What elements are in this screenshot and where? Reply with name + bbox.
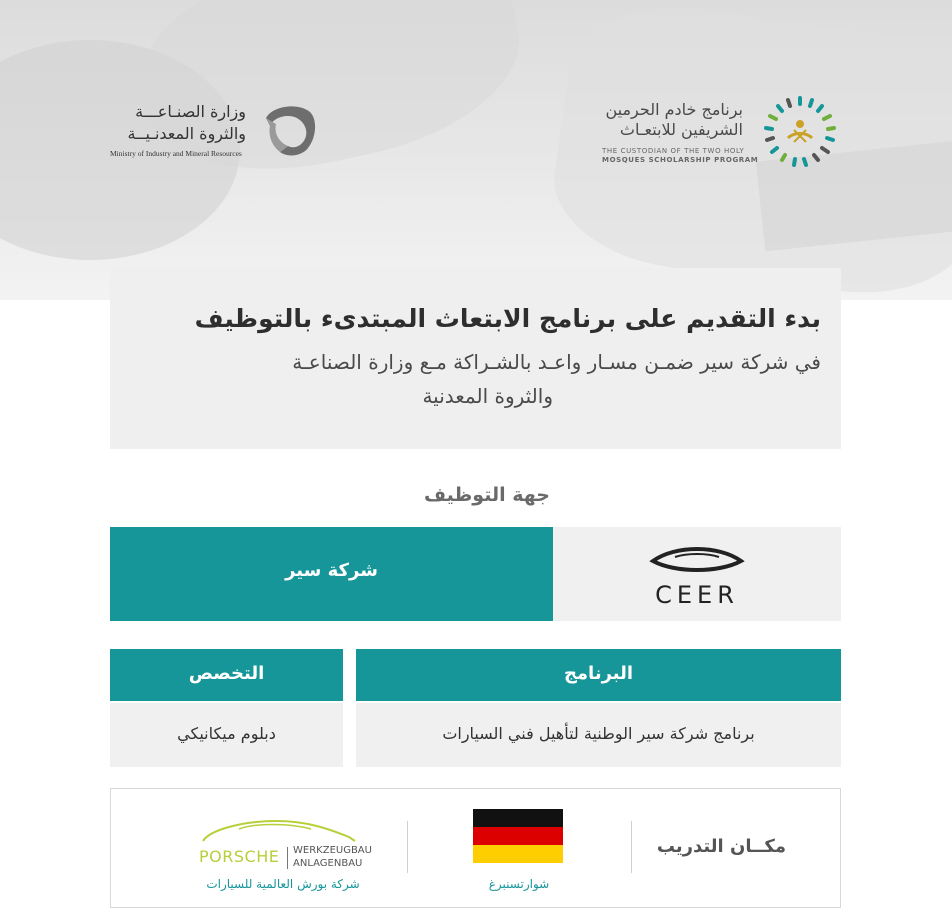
program-header-label: البرنامج (563, 663, 634, 684)
ceer-logo-text: CEER (655, 581, 739, 607)
ministry-ribbon-icon (258, 98, 322, 162)
subheadline-line1: في شركة سير ضمـن مسـار واعـد بالشـراكة مـع وزارة الصناعـة (292, 350, 821, 374)
program-value: برنامج شركة سير الوطنية لتأهيل فني السيارات (442, 724, 755, 743)
scholarship-name-en-line2: MOSQUES SCHOLARSHIP PROGRAM (602, 156, 759, 164)
scholarship-emblem-icon (758, 92, 842, 172)
ministry-logo (108, 100, 328, 164)
training-location-label: مكــان التدريب (656, 836, 786, 857)
ministry-name-en: Ministry of Industry and Mineral Resources (110, 149, 242, 158)
scholarship-name-ar-line2: الشريفين للابتعـاث (619, 120, 743, 139)
headline: بدء التقديم على برنامج الابتعاث المبتدىء بالتوظيف (194, 304, 821, 333)
program-cell (356, 703, 841, 767)
subheadline-line2: والثروة المعدنية (422, 384, 553, 408)
ceer-logo (635, 543, 759, 607)
porsche-brand: PORSCHE (199, 847, 280, 866)
specialty-header (110, 649, 343, 701)
germany-flag-icon (473, 809, 563, 863)
porsche-logo (199, 815, 372, 875)
employer-label: جهة التوظيف (424, 484, 550, 506)
training-location-box (110, 788, 841, 908)
divider (631, 821, 632, 873)
porsche-sub2: ANLAGENBAU (293, 858, 363, 869)
specialty-header-label: التخصص (188, 663, 265, 684)
specialty-cell (110, 703, 343, 767)
divider (407, 821, 408, 873)
program-header (356, 649, 841, 701)
ministry-name-ar-line1: وزارة الصنـاعـــة (135, 102, 246, 121)
employer-name: شركة سير (285, 560, 378, 581)
porsche-sub1: WERKZEUGBAU (293, 845, 372, 856)
car-silhouette-icon (199, 815, 359, 845)
specialty-value: دبلوم ميكانيكي (177, 724, 276, 743)
scholarship-name-en-line1: THE CUSTODIAN OF THE TWO HOLY (602, 147, 745, 155)
scholarship-logo (598, 92, 843, 172)
employer-row (110, 527, 841, 621)
ministry-name-ar-line2: والثروة المعدنـيــة (127, 124, 246, 143)
title-panel (110, 268, 841, 449)
employer-name-cell (110, 527, 553, 621)
partner-caption: شركة بورش العالمية للسيارات (206, 877, 360, 891)
employer-logo-cell (553, 527, 841, 621)
scholarship-name-ar-line1: برنامج خادم الحرمين (605, 100, 743, 119)
training-city: شوارتسنبرغ (488, 877, 550, 891)
